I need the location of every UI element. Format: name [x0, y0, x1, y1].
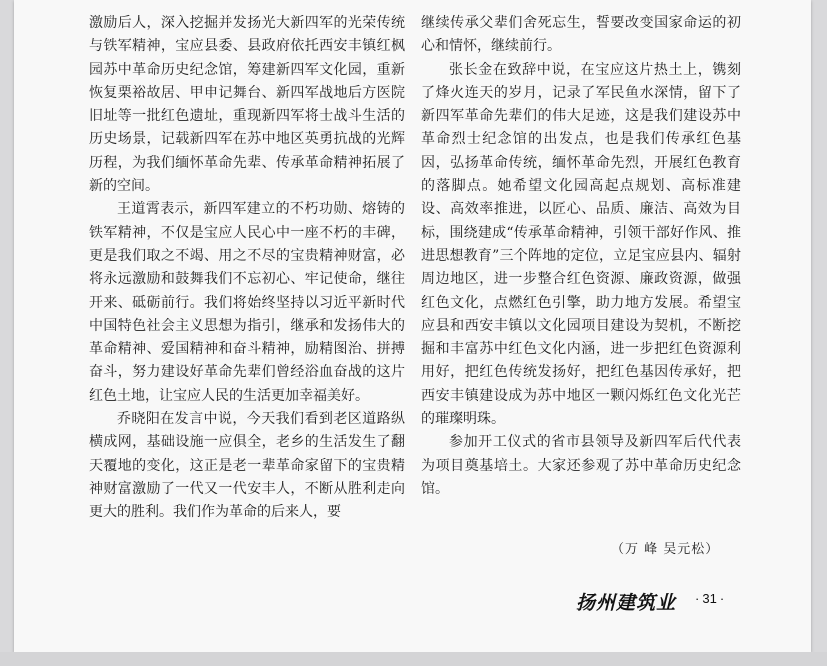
paragraph: 继续传承父辈们舍死忘生，誓要改变国家命运的初心和情怀，继续前行。: [421, 15, 741, 55]
background-strip: [0, 652, 827, 666]
page-number-dot: ·: [719, 591, 725, 606]
magazine-logo: 扬州建筑业: [576, 592, 677, 614]
paragraph: 参加开工仪式的省市县领导及新四军后代代表为项目奠基培土。大家还参观了苏中革命历史纪念馆。: [421, 434, 741, 497]
right-column: [421, 12, 741, 501]
author-byline: （万 峰 吴元松）: [611, 542, 720, 557]
paragraph: 激励后人，深入挖掘并发扬光大新四军的光荣传统与铁军精神，宝应县委、县政府依托西安丰镇红枫园苏中革命历史纪念馆，筹建新四军文化园，重新恢复栗裕故居、甲申记舞台、新四军战地后方医院旧址等一批红色遗址，重现新四军将士战斗生活的历史场景，记载新四军在苏中地区英勇抗战的光辉历程，为我们缅怀革命先辈、传承革命精神拓展了新的空间。: [89, 15, 405, 195]
page-number: [692, 591, 727, 606]
paragraph: 王道霄表示，新四军建立的不朽功勋、熔铸的铁军精神，不仅是宝应人民心中一座不朽的丰碑，更是我们取之不竭、用之不尽的宝贵精神财富，必将永远激励和鼓舞我们不忘初心、牢记使命，继往开来、砥砺前行。我们将始终坚持以习近平新时代中国特色社会主义思想为指引，继承和发扬伟大的革命精神、爱国精神和奋斗精神，励精图治、拼搏奋斗，努力建设好革命先辈们曾经浴血奋战的这片红色土地，让宝应人民的生活更加幸福美好。: [89, 201, 405, 404]
paragraph: 乔晓阳在发言中说，今天我们看到老区道路纵横成网，基础设施一应俱全，老乡的生活发生了翻天覆地的变化，这正是老一辈革命家留下的宝贵精神财富激励了一代又一代安丰人，不断从胜利走向更大的胜利。我们作为革命的后来人，要: [89, 411, 405, 521]
page-number-dot: ·: [695, 591, 700, 606]
page-number-value: 31: [702, 591, 717, 606]
left-column: [89, 12, 405, 525]
paragraph: 张长金在致辞中说，在宝应这片热土上，镌刻了烽火连天的岁月，记录了军民鱼水深情，留下了新四军革命先辈们的伟大足迹，这是我们建设苏中革命烈士纪念馆的出发点，也是我们传承红色基因，弘扬革命传统，缅怀革命先烈，开展红色教育的落脚点。她希望文化园高起点规划、高标准建设、高效率推进，以匠心、品质、廉洁、高效为目标，围绕建成“传承革命精神，引领干部好作风、推进思想教育”三个阵地的定位，立足宝应县内、辐射周边地区，进一步整合红色资源、廉政资源，做强红色文化，点燃红色引擎，助力地方发展。希望宝应县和西安丰镇以文化园项目建设为契机，不断挖掘和丰富苏中红色文化内涵，进一步把红色资源利用好，把红色传统发扬好，把红色基因传承好，把西安丰镇建设成为苏中地区一颗闪烁红色文化光芒的璀璨明珠。: [421, 61, 741, 428]
magazine-page: [14, 0, 811, 652]
